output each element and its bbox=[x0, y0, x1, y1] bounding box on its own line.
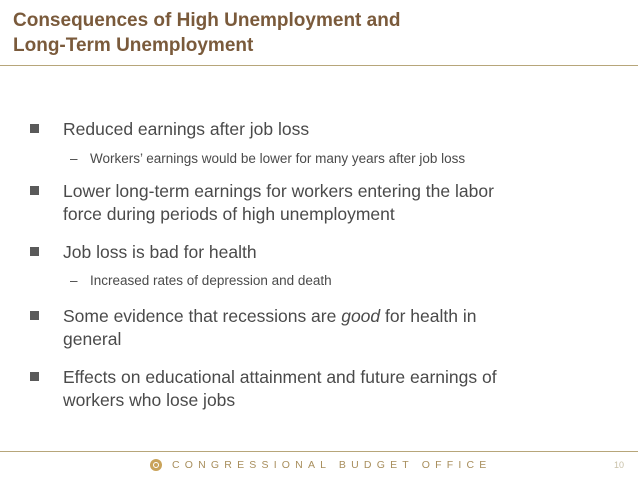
bullet-4-line-1 bbox=[63, 305, 583, 328]
title-divider bbox=[0, 65, 638, 66]
bullet-5-line-2: workers who lose jobs bbox=[63, 390, 236, 410]
square-bullet-icon bbox=[30, 186, 39, 195]
bullet-5-text bbox=[63, 366, 583, 412]
bullet-2-line-2: force during periods of high unemployment bbox=[63, 204, 395, 224]
cbo-logo-icon bbox=[150, 459, 162, 471]
bullet-4-text-before: Some evidence that recessions are bbox=[63, 306, 342, 326]
bullet-2-line-1: Lower long-term earnings for workers entering the labor bbox=[63, 181, 494, 201]
square-bullet-icon bbox=[30, 311, 39, 320]
dash-bullet-icon: – bbox=[70, 273, 78, 288]
bullet-2-text bbox=[63, 180, 583, 226]
bullet-4-line-2: general bbox=[63, 329, 122, 349]
footer-divider bbox=[0, 451, 638, 452]
page-number: 10 bbox=[613, 460, 624, 470]
cbo-logo-ring bbox=[153, 462, 159, 468]
square-bullet-icon bbox=[30, 247, 39, 256]
bullet-4-text bbox=[63, 305, 583, 351]
footer-organization: CONGRESSIONAL BUDGET OFFICE bbox=[172, 459, 492, 471]
bullet-4-text-after: for health in bbox=[380, 306, 477, 326]
bullet-4-emphasis: good bbox=[341, 306, 381, 326]
square-bullet-icon bbox=[30, 124, 39, 133]
dash-bullet-icon: – bbox=[70, 151, 78, 166]
sub-bullet-1-text: Workers’ earnings would be lower for many years after job loss bbox=[90, 151, 466, 166]
square-bullet-icon bbox=[30, 372, 39, 381]
bullet-3-text: Job loss is bad for health bbox=[63, 242, 257, 262]
bullet-5-line-1: Effects on educational attainment and future earnings of bbox=[63, 367, 497, 387]
slide-title bbox=[13, 8, 623, 58]
bullet-1-text: Reduced earnings after job loss bbox=[63, 119, 310, 139]
slide-title-line-2: Long-Term Unemployment bbox=[13, 35, 254, 56]
sub-bullet-3-text: Increased rates of depression and death bbox=[90, 273, 332, 288]
slide-title-line-1: Consequences of High Unemployment and bbox=[13, 10, 401, 31]
